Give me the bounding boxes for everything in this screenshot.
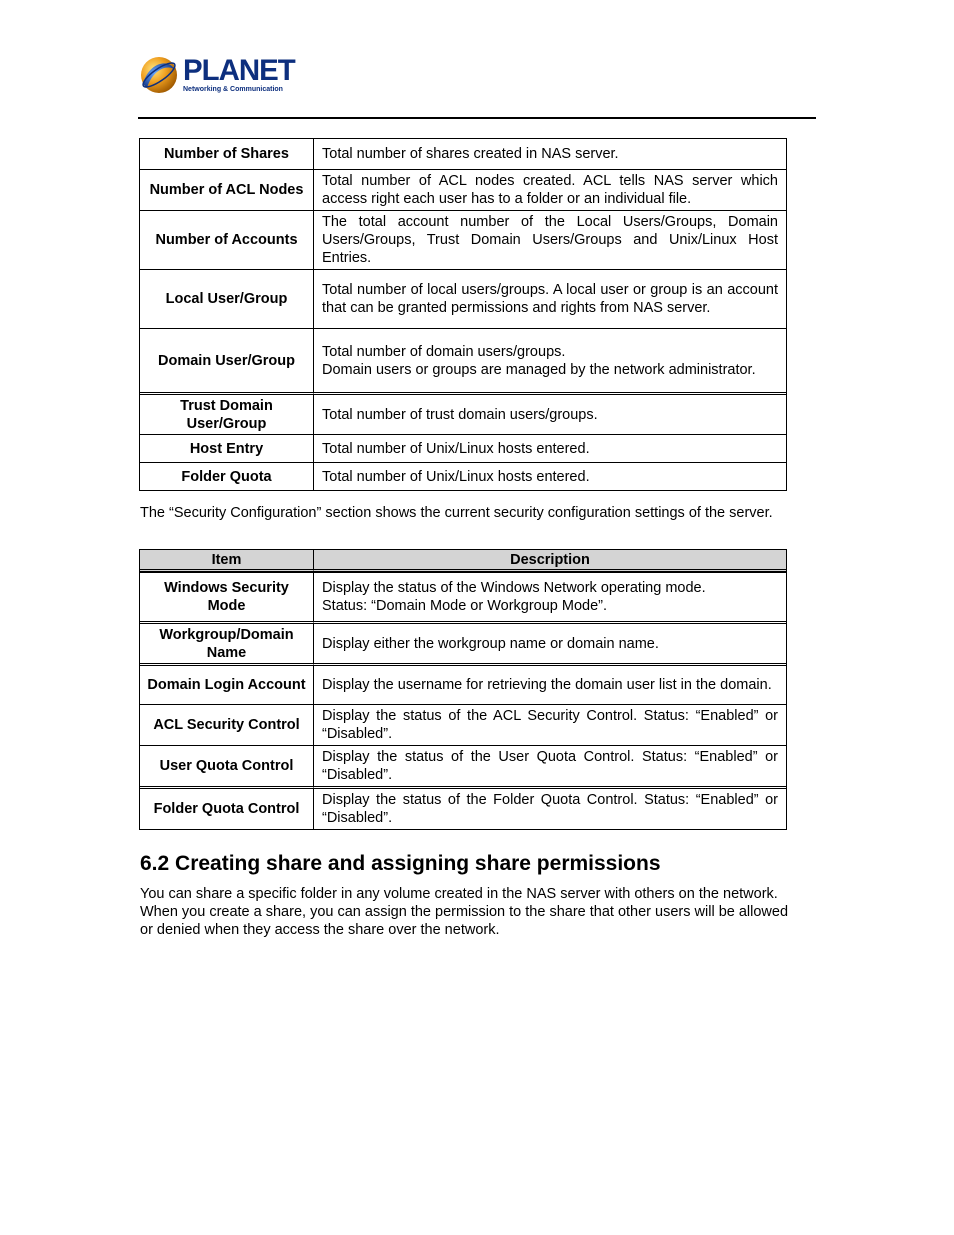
header-rule bbox=[138, 117, 816, 119]
row-key: Windows Security Mode bbox=[140, 572, 314, 621]
table-row bbox=[140, 392, 786, 434]
value-line: Total number of domain users/groups. bbox=[322, 343, 566, 360]
row-value: Display either the workgroup name or domain name. bbox=[314, 621, 786, 663]
table-row bbox=[140, 210, 786, 269]
row-value: The total account number of the Local Users/Groups, Domain Users/Groups, Trust Domain Users/Groups and Unix/Linux Host Entries. bbox=[314, 210, 786, 269]
table-row bbox=[140, 786, 786, 829]
table-row bbox=[140, 139, 786, 169]
row-value bbox=[314, 572, 786, 621]
section-body: You can share a specific folder in any volume created in the NAS server with others on the network. When you create a share, you can assign the permission to the share that other users will be allowed or denied when they access the share over the network. bbox=[140, 886, 789, 938]
row-key: Folder Quota Control bbox=[140, 786, 314, 829]
table-row bbox=[140, 745, 786, 786]
row-value: Total number of local users/groups. A local user or group is an account that can be granted permissions and rights from NAS server. bbox=[314, 269, 786, 328]
row-key: Workgroup/Domain Name bbox=[140, 621, 314, 663]
row-key: User Quota Control bbox=[140, 745, 314, 786]
row-value: Display the username for retrieving the domain user list in the domain. bbox=[314, 663, 786, 704]
logo-wordmark: PLANET bbox=[183, 54, 295, 87]
planet-logo bbox=[139, 54, 299, 98]
security-table bbox=[139, 549, 787, 830]
table-header-row bbox=[140, 550, 786, 572]
table-row bbox=[140, 169, 786, 210]
row-key: Local User/Group bbox=[140, 269, 314, 328]
table-row bbox=[140, 704, 786, 745]
header-item: Item bbox=[140, 550, 314, 572]
table-row bbox=[140, 621, 786, 663]
row-key: Domain User/Group bbox=[140, 328, 314, 392]
statistics-table bbox=[139, 138, 787, 491]
table-row bbox=[140, 434, 786, 462]
globe-icon bbox=[139, 54, 179, 96]
row-key: Number of Accounts bbox=[140, 210, 314, 269]
row-value: Display the status of the Folder Quota Control. Status: “Enabled” or “Disabled”. bbox=[314, 786, 786, 829]
table-row bbox=[140, 462, 786, 490]
value-line: Status: “Domain Mode or Workgroup Mode”. bbox=[322, 598, 608, 614]
row-value: Total number of trust domain users/groups. bbox=[314, 392, 786, 434]
row-value: Total number of shares created in NAS server. bbox=[322, 146, 619, 162]
section-heading: 6.2 Creating share and assigning share permissions bbox=[140, 852, 661, 875]
row-value: Display the status of the User Quota Control. Status: “Enabled” or “Disabled”. bbox=[314, 745, 786, 786]
row-value: Total number of Unix/Linux hosts entered. bbox=[314, 434, 786, 462]
value-line: Domain users or groups are managed by the network administrator. bbox=[322, 361, 756, 378]
logo-tagline: Networking & Communication bbox=[183, 86, 283, 93]
row-key: Host Entry bbox=[140, 434, 314, 462]
row-key: Domain Login Account bbox=[140, 663, 314, 704]
security-intro: The “Security Configuration” section shows the current security configuration settings of the server. bbox=[140, 505, 773, 521]
row-key: Number of ACL Nodes bbox=[140, 169, 314, 210]
row-value: Total number of ACL nodes created. ACL tells NAS server which access right each user has to a folder or an individual file. bbox=[314, 169, 786, 210]
row-value: Total number of Unix/Linux hosts entered. bbox=[314, 462, 786, 490]
value-line: Display the status of the Windows Network operating mode. bbox=[322, 580, 706, 596]
row-key: Number of Shares bbox=[140, 139, 314, 169]
table-row bbox=[140, 328, 786, 392]
row-value: Display the status of the ACL Security Control. Status: “Enabled” or “Disabled”. bbox=[314, 704, 786, 745]
row-key: Trust Domain User/Group bbox=[140, 392, 314, 434]
table-row bbox=[140, 572, 786, 621]
table-row bbox=[140, 663, 786, 704]
row-key: Folder Quota bbox=[140, 462, 314, 490]
row-key: ACL Security Control bbox=[140, 704, 314, 745]
header-description: Description bbox=[314, 550, 786, 572]
row-value bbox=[314, 328, 786, 392]
table-row bbox=[140, 269, 786, 328]
